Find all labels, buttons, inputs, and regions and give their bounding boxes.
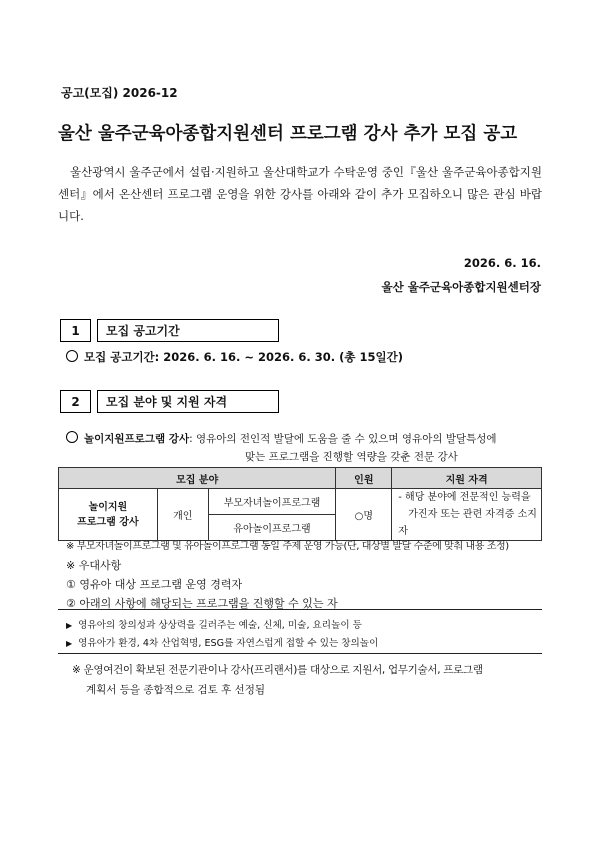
circle-bullet-icon [66, 350, 78, 362]
triangle-bullet-icon: ▶ [66, 621, 73, 630]
header-count: 인원 [336, 468, 392, 489]
type-cell: 개인 [157, 489, 208, 541]
recruitment-table [58, 467, 542, 541]
notice-date: 2026. 6. 16. [463, 256, 541, 270]
note-preference-heading: ※ 우대사항 [66, 559, 122, 572]
section-2-header [60, 390, 279, 413]
list-item [66, 635, 378, 653]
count-cell: ○명 [336, 489, 392, 541]
selection-note-line2: 계획서 등을 종합적으로 검토 후 선정됨 [86, 684, 265, 696]
field-description-line2: 맞는 프로그램을 진행할 역량을 갖춘 전문 강사 [245, 451, 458, 463]
qualification-cell [392, 489, 542, 541]
qualification-line1: - 해당 분야에 전문적인 능력을 [398, 492, 531, 503]
field-label: 놀이지원프로그램 강사 [84, 433, 190, 445]
selection-note-line1: ※ 운영여건이 확보된 전문기관이나 강사(프리랜서)를 대상으로 지원서, 업무기술서, 프로그램 [72, 664, 483, 676]
header-qualification: 지원 자격 [392, 468, 542, 489]
notice-number: 공고(모집) 2026-12 [61, 86, 178, 100]
recruitment-period-text: 모집 공고기간: 2026. 6. 16. ~ 2026. 6. 30. (총 15일간) [84, 350, 404, 364]
triangle-bullet-icon: ▶ [66, 639, 73, 648]
field-line2: 프로그램 강사 [77, 516, 139, 528]
recruitment-field-description [66, 430, 546, 466]
program-cell-1: 부모자녀놀이프로그램 [208, 489, 336, 515]
note-same-topic: ※ 부모자녀놀이프로그램 및 유아놀이프로그램 동일 주제 운영 가능(단, 대상별 발달 수준에 맞춰 내용 조정) [66, 541, 509, 552]
header-field: 모집 분야 [59, 468, 336, 489]
document-title: 울산 울주군육아종합지원센터 프로그램 강사 추가 모집 공고 [58, 124, 518, 144]
table-header-row [59, 468, 542, 489]
preference-bullets [66, 617, 378, 653]
circle-bullet-icon [66, 431, 78, 443]
list-item [66, 617, 378, 635]
section-2-number: 2 [60, 390, 91, 413]
issuing-organization: 울산 울주군육아종합지원센터장 [381, 280, 541, 294]
selection-note [72, 660, 550, 700]
recruitment-period [66, 349, 403, 365]
qualification-line2: 가진자 또는 관련 자격증 소지자 [398, 509, 537, 537]
preference-2: ② 아래의 사항에 해당되는 프로그램을 진행할 수 있는 자 [66, 597, 338, 610]
preference-1: ① 영유아 대상 프로그램 운영 경력자 [66, 578, 243, 591]
divider-top [58, 609, 542, 610]
bullet-text: 영유아가 환경, 4차 산업혁명, ESG를 자연스럽게 접할 수 있는 창의놀이 [78, 638, 379, 649]
table-row [59, 489, 542, 515]
program-cell-2: 유아놀이프로그램 [208, 515, 336, 541]
section-2-title: 모집 분야 및 지원 자격 [97, 390, 279, 413]
divider-bottom [58, 653, 542, 654]
field-cell [59, 489, 158, 541]
section-1-header [60, 319, 279, 342]
field-description-line1: : 영유아의 전인적 발달에 도움을 줄 수 있으며 영유아의 발달특성에 [189, 433, 497, 445]
bullet-text: 영유아의 창의성과 상상력을 길러주는 예술, 신체, 미술, 요리놀이 등 [78, 620, 362, 631]
field-line1: 놀이지원 [88, 501, 128, 513]
section-1-number: 1 [60, 319, 91, 342]
section-1-title: 모집 공고기간 [97, 319, 279, 342]
intro-paragraph: 울산광역시 울주군에서 설립·지원하고 울산대학교가 수탁운영 중인『울산 울주군육아종합지원센터』에서 온산센터 프로그램 운영을 위한 강사를 아래와 같이 추가 모집하오니 많은 관심 바랍니다. [58, 165, 542, 223]
notes-block [66, 538, 556, 613]
